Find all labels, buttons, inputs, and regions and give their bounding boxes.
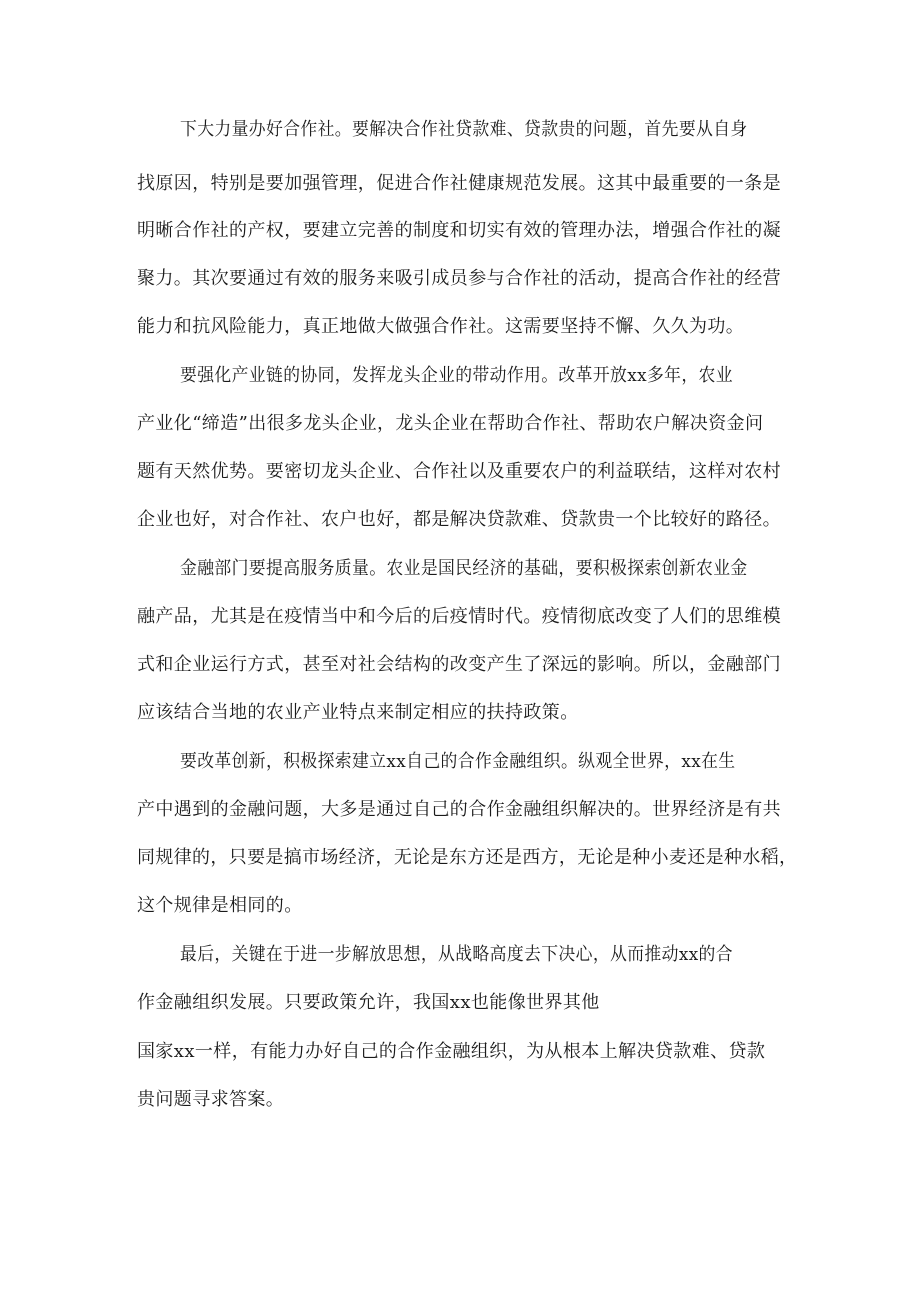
paragraph-1-line-4: 聚力。其次要通过有效的服务来吸引成员参与合作社的活动，提高合作社的经营 — [137, 268, 781, 289]
paragraph-2-line-1: 要强化产业链的协同，发挥龙头企业的带动作用。改革开放xx多年，农业 — [180, 365, 733, 386]
paragraph-1-line-5: 能力和抗风险能力，真正地做大做强合作社。这需要坚持不懈、久久为功。 — [137, 316, 745, 337]
paragraph-3-line-4: 应该结合当地的农业产业特点来制定相应的扶持政策。 — [137, 702, 579, 723]
paragraph-3-line-1: 金融部门要提高服务质量。农业是国民经济的基础，要积极探索创新农业金 — [180, 558, 748, 579]
paragraph-5-line-2: 作金融组织发展。只要政策允许，我国xx也能像世界其他 — [137, 992, 600, 1013]
paragraph-3-line-2: 融产品，尤其是在疫情当中和今后的后疫情时代。疫情彻底改变了人们的思维模 — [137, 606, 781, 627]
paragraph-5-line-3: 国家xx一样，有能力办好自己的合作金融组织，为从根本上解决贷款难、贷款 — [137, 1041, 766, 1062]
paragraph-4-line-2: 产中遇到的金融问题，大多是通过自己的合作金融组织解决的。世界经济是有共 — [137, 799, 781, 820]
paragraph-4-line-1: 要改革创新，积极探索建立xx自己的合作金融组织。纵观全世界，xx在生 — [180, 751, 736, 772]
paragraph-1-line-3: 明晰合作社的产权，要建立完善的制度和切实有效的管理办法，增强合作社的凝 — [137, 220, 781, 241]
paragraph-1-line-2: 找原因，特别是要加强管理，促进合作社健康规范发展。这其中最重要的一条是 — [137, 173, 781, 194]
paragraph-1-line-1: 下大力量办好合作社。要解决合作社贷款难、贷款贵的问题，首先要从自身 — [180, 119, 748, 140]
paragraph-2-line-3: 题有天然优势。要密切龙头企业、合作社以及重要农户的利益联结，这样对农村 — [137, 461, 781, 482]
paragraph-2-line-4: 企业也好，对合作社、农户也好，都是解决贷款难、贷款贵一个比较好的路径。 — [137, 509, 781, 530]
paragraph-5-line-4: 贵问题寻求答案。 — [137, 1089, 285, 1110]
paragraph-4-line-4: 这个规律是相同的。 — [137, 895, 303, 916]
paragraph-4-line-3: 同规律的，只要是搞市场经济，无论是东方还是西方，无论是种小麦还是种水稻， — [137, 847, 798, 868]
paragraph-2-line-2: 产业化“缔造”出很多龙头企业，龙头企业在帮助合作社、帮助农户解决资金问 — [137, 413, 764, 434]
paragraph-5-line-1: 最后，关键在于进一步解放思想，从战略高度去下决心，从而推动xx的合 — [180, 944, 733, 965]
paragraph-3-line-3: 式和企业运行方式，甚至对社会结构的改变产生了深远的影响。所以，金融部门 — [137, 654, 781, 675]
